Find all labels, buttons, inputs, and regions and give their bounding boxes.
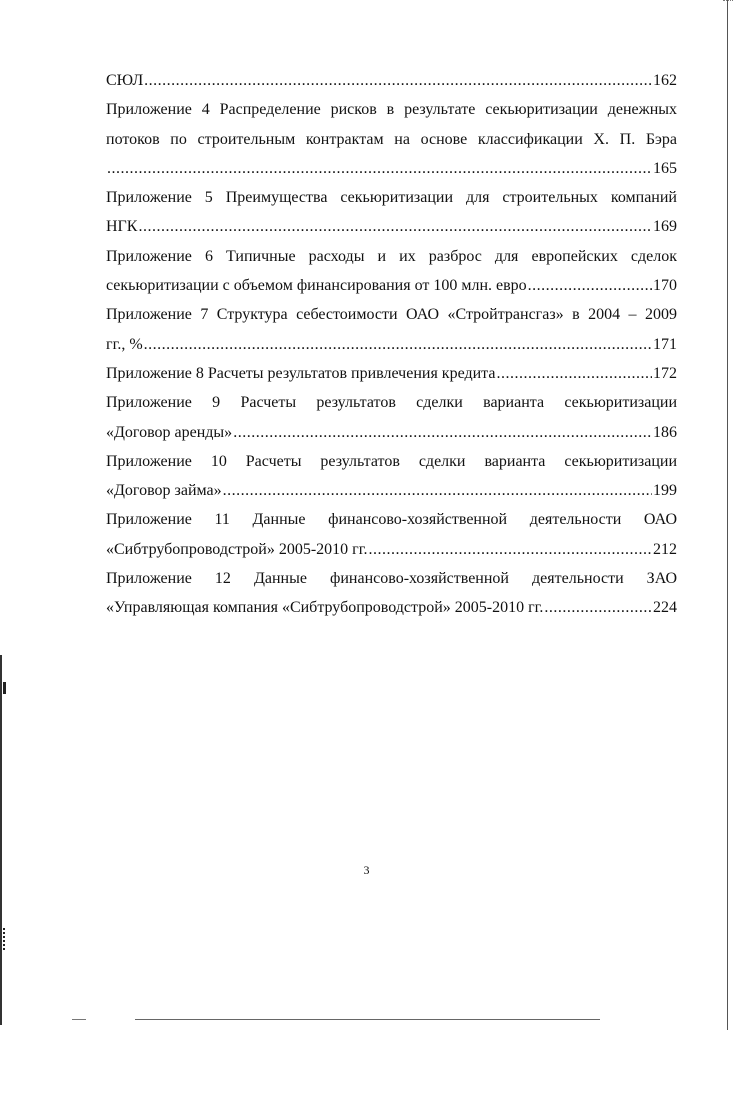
toc-page-number: 212 — [653, 540, 677, 558]
toc-leader-dots — [144, 330, 652, 359]
toc-entry-line: потоков по строительным контрактам на основе классификации Х. П. Бэра — [106, 130, 677, 148]
toc-entry-line — [106, 212, 677, 241]
toc-entry-title: «Договор займа» — [106, 482, 222, 500]
toc-page-number: 165 — [653, 159, 677, 177]
toc-leader-dots — [496, 359, 652, 388]
toc-page-number: 199 — [653, 482, 677, 500]
toc-entry-line: Приложение 4 Распределение рисков в результате секьюритизации денежных — [106, 101, 677, 119]
toc-leader-dots — [144, 66, 652, 95]
toc-page-number: 162 — [653, 72, 677, 89]
toc-entry-title: НГК — [106, 218, 138, 236]
toc-entry-title: Приложение 8 Расчеты результатов привлечения кредита — [106, 364, 496, 382]
toc-entry-line — [106, 330, 677, 359]
toc-page-number: 224 — [653, 599, 677, 617]
toc-entry-title: «Договор аренды» — [106, 423, 233, 441]
toc-entry-line: Приложение 6 Типичные расходы и их разброс для европейских сделок — [106, 247, 677, 265]
page-number: 3 — [363, 863, 370, 877]
toc-entry-line: Приложение 9 Расчеты результатов сделки варианта секьюритизации — [106, 394, 677, 412]
toc-page-number: 170 — [653, 277, 677, 295]
toc-entry-line — [106, 271, 677, 300]
toc-leader-dots — [223, 476, 652, 505]
toc-leader-dots — [528, 271, 652, 300]
toc-entry-line — [106, 359, 677, 388]
toc-entry-line — [106, 593, 677, 622]
toc-entry-line — [106, 66, 677, 95]
toc-leader-dots — [368, 535, 652, 564]
toc-entry-line: Приложение 5 Преимущества секьюритизации для строительных компаний — [106, 189, 677, 207]
table-of-contents — [106, 66, 677, 623]
toc-page-number: 172 — [653, 364, 677, 382]
toc-entry-title: гг., % — [106, 335, 143, 353]
toc-entry-line: Приложение 11 Данные финансово-хозяйственной деятельности ОАО — [106, 511, 677, 529]
toc-entry-title: «Управляющая компания «Сибтрубопроводстрой» 2005-2010 гг. — [106, 599, 544, 617]
toc-entry-line — [106, 418, 677, 447]
scan-mark — [3, 682, 6, 694]
toc-entry-line — [106, 535, 677, 564]
toc-entry-line — [106, 154, 677, 183]
toc-entry-title: секьюритизации с объемом финансирования от 100 млн. евро — [106, 277, 527, 295]
toc-entry-line: Приложение 12 Данные финансово-хозяйственной деятельности ЗАО — [106, 570, 677, 588]
scan-mark — [3, 928, 9, 950]
toc-leader-dots — [544, 593, 652, 622]
toc-entry-line: Приложение 7 Структура себестоимости ОАО «Стройтрансгаз» в 2004 – 2009 — [106, 306, 677, 324]
toc-entry-title: «Сибтрубопроводстрой» 2005-2010 гг. — [106, 540, 368, 558]
scan-edge-left — [0, 655, 2, 1025]
scan-edge-right-top — [723, 0, 733, 4]
toc-leader-dots — [107, 154, 652, 183]
toc-entry-line — [106, 476, 677, 505]
toc-entry-title: СЮЛ — [106, 72, 144, 89]
toc-page-number: 171 — [653, 335, 677, 353]
toc-entry-line: Приложение 10 Расчеты результатов сделки варианта секьюритизации — [106, 452, 677, 470]
toc-leader-dots — [138, 212, 652, 241]
toc-leader-dots — [233, 418, 652, 447]
toc-page-number: 186 — [653, 423, 677, 441]
toc-page-number: 169 — [653, 218, 677, 236]
scan-edge-bottom — [135, 1019, 600, 1020]
scan-edge-bottom-short — [72, 1019, 86, 1020]
